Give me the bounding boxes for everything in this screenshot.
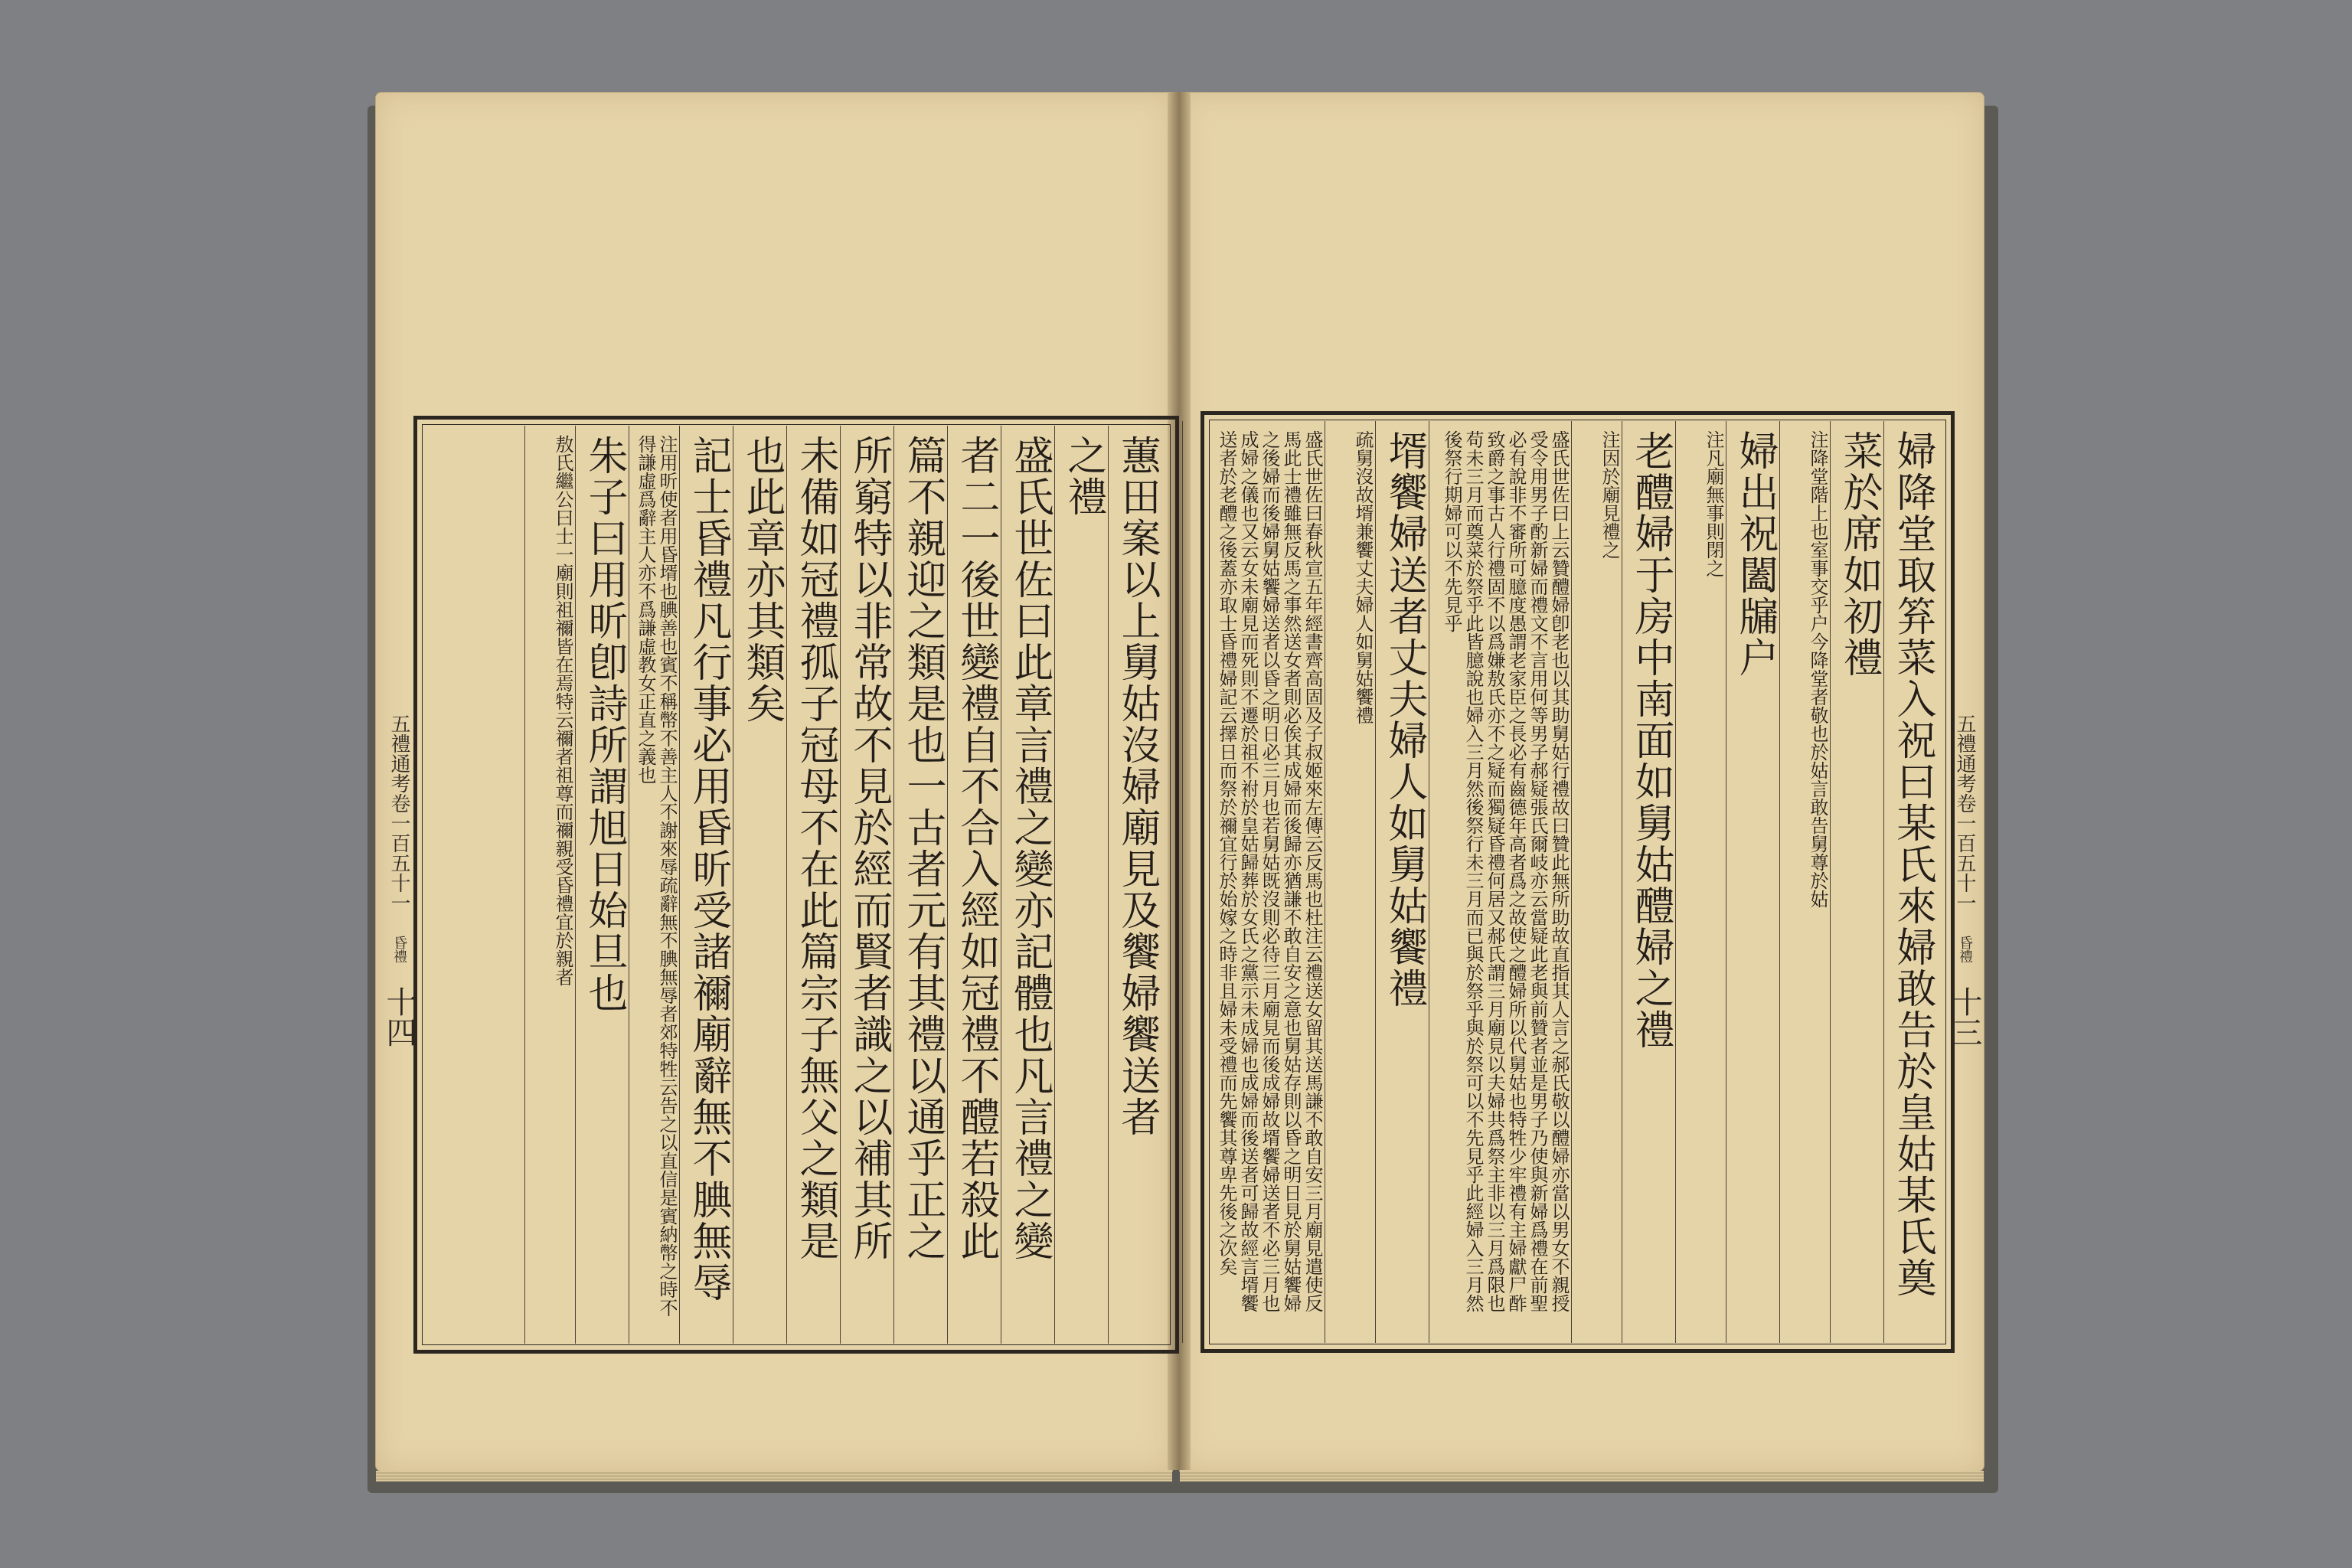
column-rule bbox=[1375, 421, 1376, 1343]
text-column: 之禮 bbox=[1060, 435, 1106, 518]
column-rule bbox=[1571, 421, 1572, 1343]
page-number: 十四 bbox=[381, 986, 416, 1047]
column-rule bbox=[1830, 421, 1831, 1343]
text-column: 壻饗婦送者丈夫婦人如舅姑饗禮 bbox=[1381, 430, 1427, 1009]
right-text-frame bbox=[1200, 411, 1955, 1353]
text-column: 也此章亦其類矣 bbox=[739, 435, 785, 724]
column-rule bbox=[524, 426, 525, 1344]
column-rule bbox=[1779, 421, 1780, 1343]
text-column: 蕙田案以上舅姑沒婦廟見及饗婦饗送者 bbox=[1114, 435, 1160, 1138]
text-column: 盛氏世佐曰春秋宣五年經書齊高固及子叔姬來左傳云反馬也杜注云禮送女留其送馬謙不敢自安三月廟見遣使反馬此士禮雖無反馬之事然送女者則必俟其成婦而後歸亦猶謙不敢自安之意也舅姑存則以昏之明日見於舅姑饗婦之後婦而後婦舅姑饗婦送者以昏之明日必三月也若舅姑既沒則必待三月廟見而後成婦故壻饗婦送者不必三月也成婦之儀也又云女未廟見而死則不遷於祖不祔於皇姑歸葬於女氏之黨示未成婦也成婦而後送者可歸故經言壻饗送者於老醴之後蓋亦取士昏禮婦記云擇日而祭於禰宜行於始嫁之時非且婦未受禮而先饗其尊卑先後之次矣 bbox=[1216, 430, 1323, 1312]
page-number: 十三 bbox=[1947, 986, 1982, 1047]
text-column: 未備如冠禮孤子冠母不在此篇宗子無父之類是 bbox=[792, 435, 838, 1262]
page-edges bbox=[376, 1471, 1172, 1481]
text-column: 婦降堂取笲菜入祝曰某氏來婦敢告於皇姑某氏奠 bbox=[1890, 430, 1936, 1298]
left-fold-margin bbox=[375, 429, 421, 1332]
text-column: 篇不親迎之類是也一古者元有其禮以通乎正之 bbox=[900, 435, 946, 1262]
left-text-frame bbox=[413, 416, 1179, 1354]
page-edges bbox=[1180, 1471, 1984, 1481]
fold-title: 五禮通考卷一百五十一 bbox=[1953, 714, 1976, 913]
text-column: 婦出祝闔牖户 bbox=[1732, 430, 1778, 678]
column-rule bbox=[1675, 421, 1676, 1343]
text-column: 者二一後世變禮自不合入經如冠禮不醴若殺此 bbox=[953, 435, 999, 1262]
text-column: 所窮特以非常故不見於經而賢者識之以補其所 bbox=[846, 435, 892, 1262]
column-rule bbox=[1883, 421, 1884, 1343]
text-column: 老醴婦于房中南面如舅姑醴婦之禮 bbox=[1628, 430, 1674, 1050]
text-column: 盛氏世佐曰此章言禮之變亦記體也凡言禮之變 bbox=[1007, 435, 1053, 1262]
right-fold-margin bbox=[1941, 429, 1987, 1332]
column-rule bbox=[575, 426, 576, 1344]
text-column: 盛氏世佐曰上云贊醴婦卽老也以其助舅姑行禮故曰贊此無所助故直指其人言之郝氏敬以醴婦亦當以男女不親授受令用男子酌新婦而禮文不言用何等男子郝疑張氏爾岐亦云當疑此老與前贊者並是男子乃使與新婦爲禮在前聖必有說非不審所可臆度愚謂老家臣之長必有齒德年高者爲之故使之醴婦所以代舅姑也特牲少牢禮有主婦獻尸酢致爵之事古人行禮固不以爲嫌敖氏亦不之疑而獨疑昏禮何居又郝氏謂三月廟見以夫婦共爲祭主非以三月爲限也苟未三月而奠菜於祭乎此皆臆說也婦入三月然後祭行未三月而已與於祭乎與於祭可以不先見乎此經婦入三月然後祭行期婦可以不先見乎 bbox=[1441, 430, 1570, 1312]
text-column: 注用昕使者用昏壻也腆善也賓不稱幣不善主人不謝來辱疏辭無不腆無辱者郊特牲云告之以直信是賓納幣之時不得謙虛爲辭主人亦不爲謙虛教女正直之義也 bbox=[635, 435, 678, 1317]
text-column: 朱子曰用昕卽詩所謂旭日始旦也 bbox=[581, 435, 627, 1014]
column-rule bbox=[1054, 426, 1055, 1344]
text-column: 注降堂階上也室事交乎户今降堂者敬也於姑言敢告舅尊於姑 bbox=[1807, 430, 1828, 908]
fold-title: 五禮通考卷一百五十一 bbox=[387, 714, 410, 913]
column-rule bbox=[1182, 421, 1183, 1343]
text-column: 注凡廟無事則閉之 bbox=[1703, 430, 1724, 577]
text-column: 注因於廟見禮之 bbox=[1599, 430, 1620, 559]
text-column: 敖氏繼公曰士一廟則祖禰皆在焉特云禰者祖尊而禰親受昏禮宜於親者 bbox=[552, 435, 573, 986]
text-column: 菜於席如初禮 bbox=[1836, 430, 1882, 678]
column-rule bbox=[893, 426, 894, 1344]
column-rule bbox=[679, 426, 680, 1344]
column-rule bbox=[1108, 426, 1109, 1344]
column-rule bbox=[786, 426, 787, 1344]
text-column: 疏舅沒故壻兼饗丈夫婦人如舅姑饗禮 bbox=[1352, 430, 1374, 724]
fold-subtitle: 昏禮 bbox=[391, 936, 407, 963]
column-rule bbox=[947, 426, 948, 1344]
fold-subtitle: 昏禮 bbox=[1957, 936, 1973, 963]
text-column: 記士昏禮凡行事必用昏昕受諸禰廟辭無不腆無辱 bbox=[685, 435, 731, 1303]
column-rule bbox=[840, 426, 841, 1344]
